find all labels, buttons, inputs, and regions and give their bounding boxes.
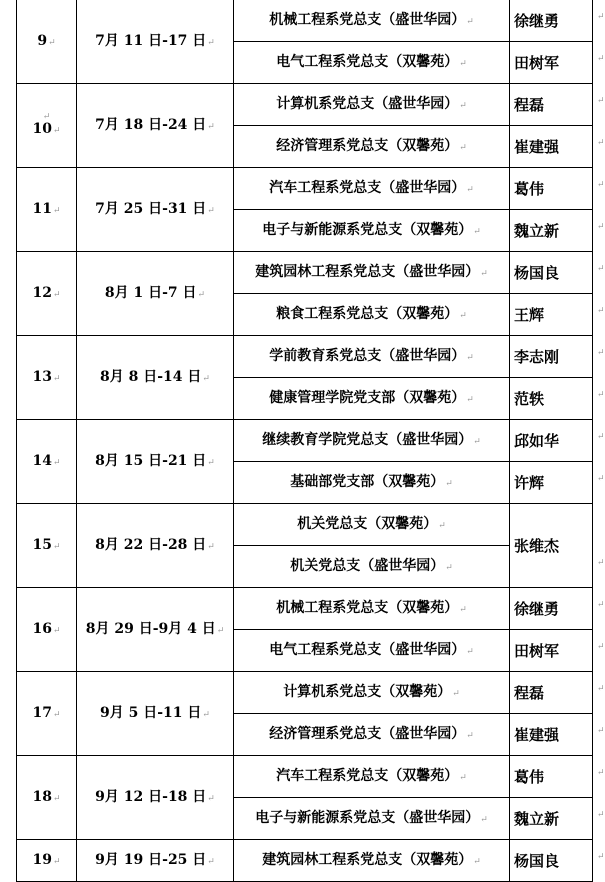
org-cell: 汽车工程系党总支（盛世华园）↵ <box>234 168 510 210</box>
person-cell: 徐继勇 <box>510 0 593 42</box>
person-cell: 杨国良 <box>510 252 593 294</box>
date-range: 8月 22 日-28 日↵ <box>77 504 234 588</box>
person-cell: 葛伟 <box>510 168 593 210</box>
duty-schedule-table <box>16 0 593 882</box>
paragraph-mark: ↵ <box>597 264 605 274</box>
org-cell: 基础部党支部（双馨苑）↵ <box>234 462 510 504</box>
org-cell: 经济管理系党总支（盛世华园）↵ <box>234 714 510 756</box>
org-cell: 经济管理系党总支（双馨苑）↵ <box>234 126 510 168</box>
org-cell: 电子与新能源系党总支（双馨苑）↵ <box>234 210 510 252</box>
person-cell: 杨国良 <box>510 840 593 882</box>
org-cell: 机关党总支（双馨苑）↵ <box>234 504 510 546</box>
table-row <box>17 252 593 294</box>
person-cell: 程磊 <box>510 84 593 126</box>
table-row <box>17 756 593 798</box>
paragraph-mark: ↵ <box>597 642 605 652</box>
person-cell: 魏立新 <box>510 210 593 252</box>
person-cell: 张维杰 <box>510 504 593 588</box>
date-range: 8月 15 日-21 日↵ <box>77 420 234 504</box>
org-cell: 汽车工程系党总支（双馨苑）↵ <box>234 756 510 798</box>
table-row <box>17 420 593 462</box>
paragraph-mark: ↵ <box>597 726 605 736</box>
week-number: 11↵ <box>17 168 77 252</box>
paragraph-mark: ↵ <box>597 96 605 106</box>
org-cell: 粮食工程系党总支（双馨苑）↵ <box>234 294 510 336</box>
org-cell: 计算机系党总支（双馨苑）↵ <box>234 672 510 714</box>
person-cell: 崔建强 <box>510 714 593 756</box>
org-cell: 学前教育系党总支（盛世华园）↵ <box>234 336 510 378</box>
org-cell: 机械工程系党总支（双馨苑）↵ <box>234 588 510 630</box>
week-number: 15↵ <box>17 504 77 588</box>
table-row <box>17 336 593 378</box>
paragraph-mark: ↵ <box>597 222 605 232</box>
date-range: 9月 19 日-25 日↵ <box>77 840 234 882</box>
person-cell: 葛伟 <box>510 756 593 798</box>
week-number: 9↵ <box>17 0 77 84</box>
paragraph-mark: ↵ <box>597 390 605 400</box>
person-cell: 王辉 <box>510 294 593 336</box>
week-number: 19↵ <box>17 840 77 882</box>
person-cell: 田树军 <box>510 630 593 672</box>
org-cell: 健康管理学院党支部（双馨苑）↵ <box>234 378 510 420</box>
table-row <box>17 84 593 126</box>
week-number: 18↵ <box>17 756 77 840</box>
paragraph-mark: ↵ <box>597 138 605 148</box>
paragraph-mark: ↵ <box>597 432 605 442</box>
person-cell: 魏立新 <box>510 798 593 840</box>
paragraph-mark: ↵ <box>597 600 605 610</box>
week-number: 17↵ <box>17 672 77 756</box>
org-cell: 电子与新能源系党总支（盛世华园）↵ <box>234 798 510 840</box>
table-row <box>17 672 593 714</box>
paragraph-mark: ↵ <box>597 474 605 484</box>
person-cell: 许辉 <box>510 462 593 504</box>
week-number: ↵ 10↵ <box>17 84 77 168</box>
person-cell: 田树军 <box>510 42 593 84</box>
date-range: 7月 11 日-17 日↵ <box>77 0 234 84</box>
table-row <box>17 588 593 630</box>
date-range: 8月 8 日-14 日↵ <box>77 336 234 420</box>
org-cell: 电气工程系党总支（双馨苑）↵ <box>234 42 510 84</box>
org-cell: 计算机系党总支（盛世华园）↵ <box>234 84 510 126</box>
week-number: 14↵ <box>17 420 77 504</box>
person-cell: 范轶 <box>510 378 593 420</box>
paragraph-mark: ↵ <box>597 810 605 820</box>
person-cell: 邱如华 <box>510 420 593 462</box>
paragraph-mark: ↵ <box>597 12 605 22</box>
person-cell: 崔建强 <box>510 126 593 168</box>
paragraph-mark: ↵ <box>597 306 605 316</box>
paragraph-mark: ↵ <box>597 684 605 694</box>
org-cell: 继续教育学院党总支（盛世华园）↵ <box>234 420 510 462</box>
table-row <box>17 168 593 210</box>
table-row <box>17 0 593 42</box>
table-row <box>17 504 593 546</box>
date-range: 7月 18 日-24 日↵ <box>77 84 234 168</box>
table-row <box>17 840 593 882</box>
person-cell: 程磊 <box>510 672 593 714</box>
paragraph-mark: ↵ <box>597 348 605 358</box>
person-cell: 徐继勇 <box>510 588 593 630</box>
org-cell: 电气工程系党总支（盛世华园）↵ <box>234 630 510 672</box>
paragraph-mark: ↵ <box>597 180 605 190</box>
date-range: 7月 25 日-31 日↵ <box>77 168 234 252</box>
paragraph-mark: ↵ <box>597 768 605 778</box>
org-cell: 建筑园林工程系党总支（双馨苑）↵ <box>234 840 510 882</box>
week-number: 12↵ <box>17 252 77 336</box>
date-range: 9月 12 日-18 日↵ <box>77 756 234 840</box>
org-cell: 建筑园林工程系党总支（盛世华园）↵ <box>234 252 510 294</box>
week-number: 13↵ <box>17 336 77 420</box>
date-range: 8月 1 日-7 日↵ <box>77 252 234 336</box>
person-cell: 李志刚 <box>510 336 593 378</box>
org-cell: 机关党总支（盛世华园）↵ <box>234 546 510 588</box>
date-range: 9月 5 日-11 日↵ <box>77 672 234 756</box>
date-range: 8月 29 日-9月 4 日↵ <box>77 588 234 672</box>
paragraph-mark: ↵ <box>597 852 605 862</box>
paragraph-mark: ↵ <box>597 558 605 568</box>
paragraph-mark: ↵ <box>597 54 605 64</box>
org-cell: 机械工程系党总支（盛世华园）↵ <box>234 0 510 42</box>
week-number: 16↵ <box>17 588 77 672</box>
